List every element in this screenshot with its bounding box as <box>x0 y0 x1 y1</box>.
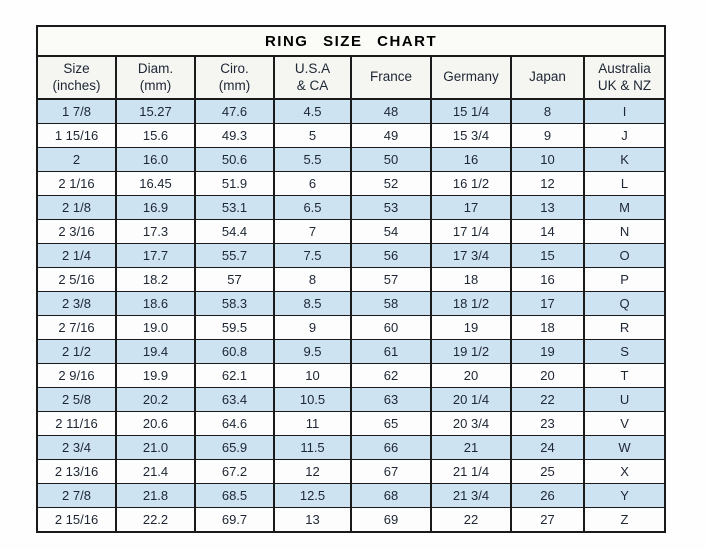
table-cell: V <box>584 412 665 436</box>
table-cell: Q <box>584 292 665 316</box>
table-cell: 48 <box>351 99 431 124</box>
table-cell: 2 5/16 <box>37 268 116 292</box>
table-cell: 18 1/2 <box>431 292 511 316</box>
table-cell: 2 7/16 <box>37 316 116 340</box>
table-cell: S <box>584 340 665 364</box>
table-cell: Y <box>584 484 665 508</box>
table-cell: 16.0 <box>116 148 195 172</box>
table-cell: 62.1 <box>195 364 274 388</box>
table-cell: 8.5 <box>274 292 351 316</box>
table-cell: 63 <box>351 388 431 412</box>
table-cell: 1 7/8 <box>37 99 116 124</box>
table-cell: 25 <box>511 460 584 484</box>
table-cell: 2 1/16 <box>37 172 116 196</box>
table-cell: 50.6 <box>195 148 274 172</box>
table-cell: 8 <box>511 99 584 124</box>
table-row <box>37 316 665 340</box>
table-cell: 68 <box>351 484 431 508</box>
table-cell: 2 1/8 <box>37 196 116 220</box>
table-row <box>37 196 665 220</box>
table-cell: 53.1 <box>195 196 274 220</box>
table-cell: 19.0 <box>116 316 195 340</box>
table-cell: 6.5 <box>274 196 351 220</box>
table-cell: 20 <box>511 364 584 388</box>
table-cell: K <box>584 148 665 172</box>
table-row <box>37 220 665 244</box>
table-cell: 15 1/4 <box>431 99 511 124</box>
table-cell: 19 <box>431 316 511 340</box>
table-cell: 23 <box>511 412 584 436</box>
table-row <box>37 436 665 460</box>
table-cell: 62 <box>351 364 431 388</box>
table-cell: 22 <box>431 508 511 533</box>
table-row <box>37 412 665 436</box>
table-row <box>37 172 665 196</box>
table-cell: T <box>584 364 665 388</box>
table-cell: 2 <box>37 148 116 172</box>
table-cell: 20 <box>431 364 511 388</box>
table-cell: I <box>584 99 665 124</box>
table-cell: 58 <box>351 292 431 316</box>
table-cell: 69.7 <box>195 508 274 533</box>
table-cell: M <box>584 196 665 220</box>
table-cell: 21.8 <box>116 484 195 508</box>
table-cell: N <box>584 220 665 244</box>
table-cell: 4.5 <box>274 99 351 124</box>
table-cell: 63.4 <box>195 388 274 412</box>
table-cell: 15.27 <box>116 99 195 124</box>
table-cell: 16 1/2 <box>431 172 511 196</box>
table-cell: 11.5 <box>274 436 351 460</box>
table-cell: 55.7 <box>195 244 274 268</box>
table-cell: 54.4 <box>195 220 274 244</box>
table-cell: P <box>584 268 665 292</box>
table-cell: 66 <box>351 436 431 460</box>
column-header-4: U.S.A & CA <box>274 56 351 99</box>
table-cell: 60 <box>351 316 431 340</box>
table-cell: 60.8 <box>195 340 274 364</box>
table-cell: 27 <box>511 508 584 533</box>
table-cell: 19.9 <box>116 364 195 388</box>
column-header-5: France <box>351 56 431 99</box>
table-cell: 10.5 <box>274 388 351 412</box>
table-cell: 51.9 <box>195 172 274 196</box>
table-cell: Z <box>584 508 665 533</box>
table-cell: 19.4 <box>116 340 195 364</box>
table-cell: 16 <box>511 268 584 292</box>
table-cell: 14 <box>511 220 584 244</box>
table-row <box>37 124 665 148</box>
table-cell: 18 <box>511 316 584 340</box>
table-cell: 17.7 <box>116 244 195 268</box>
table-cell: L <box>584 172 665 196</box>
table-cell: 26 <box>511 484 584 508</box>
table-cell: U <box>584 388 665 412</box>
table-cell: 19 1/2 <box>431 340 511 364</box>
table-cell: 57 <box>195 268 274 292</box>
table-cell: 61 <box>351 340 431 364</box>
table-cell: 17 <box>511 292 584 316</box>
table-cell: 56 <box>351 244 431 268</box>
table-cell: 12 <box>274 460 351 484</box>
table-cell: 12 <box>511 172 584 196</box>
table-cell: 20 1/4 <box>431 388 511 412</box>
table-cell: 2 15/16 <box>37 508 116 533</box>
table-row <box>37 388 665 412</box>
table-cell: 7 <box>274 220 351 244</box>
column-header-8: Australia UK & NZ <box>584 56 665 99</box>
table-cell: 2 11/16 <box>37 412 116 436</box>
table-cell: 67.2 <box>195 460 274 484</box>
table-cell: 52 <box>351 172 431 196</box>
table-cell: 2 1/4 <box>37 244 116 268</box>
ring-size-chart-table <box>36 25 666 533</box>
table-body <box>37 99 665 532</box>
table-cell: 53 <box>351 196 431 220</box>
table-cell: 65 <box>351 412 431 436</box>
table-cell: 65.9 <box>195 436 274 460</box>
table-cell: 21 1/4 <box>431 460 511 484</box>
table-cell: 22.2 <box>116 508 195 533</box>
table-cell: 9 <box>274 316 351 340</box>
column-header-3: Ciro. (mm) <box>195 56 274 99</box>
table-cell: 18 <box>431 268 511 292</box>
table-cell: 16.45 <box>116 172 195 196</box>
table-cell: 13 <box>511 196 584 220</box>
table-cell: 2 7/8 <box>37 484 116 508</box>
table-cell: 10 <box>274 364 351 388</box>
table-cell: 58.3 <box>195 292 274 316</box>
table-cell: 12.5 <box>274 484 351 508</box>
column-header-7: Japan <box>511 56 584 99</box>
table-cell: 7.5 <box>274 244 351 268</box>
table-cell: 10 <box>511 148 584 172</box>
table-cell: 18.2 <box>116 268 195 292</box>
table-cell: 21 3/4 <box>431 484 511 508</box>
table-cell: 2 13/16 <box>37 460 116 484</box>
table-cell: 2 9/16 <box>37 364 116 388</box>
table-cell: 57 <box>351 268 431 292</box>
table-cell: 24 <box>511 436 584 460</box>
table-row <box>37 508 665 533</box>
table-row <box>37 292 665 316</box>
table-row <box>37 148 665 172</box>
table-cell: 22 <box>511 388 584 412</box>
table-cell: 2 1/2 <box>37 340 116 364</box>
table-cell: 2 3/8 <box>37 292 116 316</box>
table-cell: 20.2 <box>116 388 195 412</box>
table-cell: 17 1/4 <box>431 220 511 244</box>
table-cell: R <box>584 316 665 340</box>
table-cell: 68.5 <box>195 484 274 508</box>
table-cell: 20.6 <box>116 412 195 436</box>
table-cell: W <box>584 436 665 460</box>
table-cell: 47.6 <box>195 99 274 124</box>
table-cell: 21 <box>431 436 511 460</box>
table-cell: 13 <box>274 508 351 533</box>
column-header-6: Germany <box>431 56 511 99</box>
table-cell: 2 5/8 <box>37 388 116 412</box>
table-cell: 17 <box>431 196 511 220</box>
table-cell: 1 15/16 <box>37 124 116 148</box>
table-cell: J <box>584 124 665 148</box>
table-cell: 9.5 <box>274 340 351 364</box>
table-cell: 21.0 <box>116 436 195 460</box>
table-cell: 17 3/4 <box>431 244 511 268</box>
table-cell: 21.4 <box>116 460 195 484</box>
column-header-2: Diam. (mm) <box>116 56 195 99</box>
table-row <box>37 99 665 124</box>
table-cell: 16.9 <box>116 196 195 220</box>
column-header-row <box>37 56 665 99</box>
table-cell: 20 3/4 <box>431 412 511 436</box>
table-row <box>37 364 665 388</box>
table-cell: 49.3 <box>195 124 274 148</box>
table-row <box>37 268 665 292</box>
table-row <box>37 244 665 268</box>
table-row <box>37 484 665 508</box>
table-cell: 67 <box>351 460 431 484</box>
table-cell: 2 3/4 <box>37 436 116 460</box>
table-cell: 15.6 <box>116 124 195 148</box>
table-cell: 8 <box>274 268 351 292</box>
page-title: RING SIZE CHART <box>37 26 665 56</box>
table-row <box>37 340 665 364</box>
table-cell: O <box>584 244 665 268</box>
table-cell: 15 <box>511 244 584 268</box>
table-row <box>37 460 665 484</box>
table-cell: 19 <box>511 340 584 364</box>
table-cell: 50 <box>351 148 431 172</box>
table-cell: 64.6 <box>195 412 274 436</box>
table-cell: 49 <box>351 124 431 148</box>
table-cell: 9 <box>511 124 584 148</box>
table-cell: 5.5 <box>274 148 351 172</box>
table-cell: 5 <box>274 124 351 148</box>
table-cell: 2 3/16 <box>37 220 116 244</box>
table-cell: 54 <box>351 220 431 244</box>
table-cell: 18.6 <box>116 292 195 316</box>
table-cell: X <box>584 460 665 484</box>
table-cell: 15 3/4 <box>431 124 511 148</box>
table-cell: 11 <box>274 412 351 436</box>
table-cell: 17.3 <box>116 220 195 244</box>
chart-title-row <box>37 26 665 56</box>
table-cell: 69 <box>351 508 431 533</box>
table-cell: 6 <box>274 172 351 196</box>
table-cell: 59.5 <box>195 316 274 340</box>
table-cell: 16 <box>431 148 511 172</box>
column-header-1: Size (inches) <box>37 56 116 99</box>
